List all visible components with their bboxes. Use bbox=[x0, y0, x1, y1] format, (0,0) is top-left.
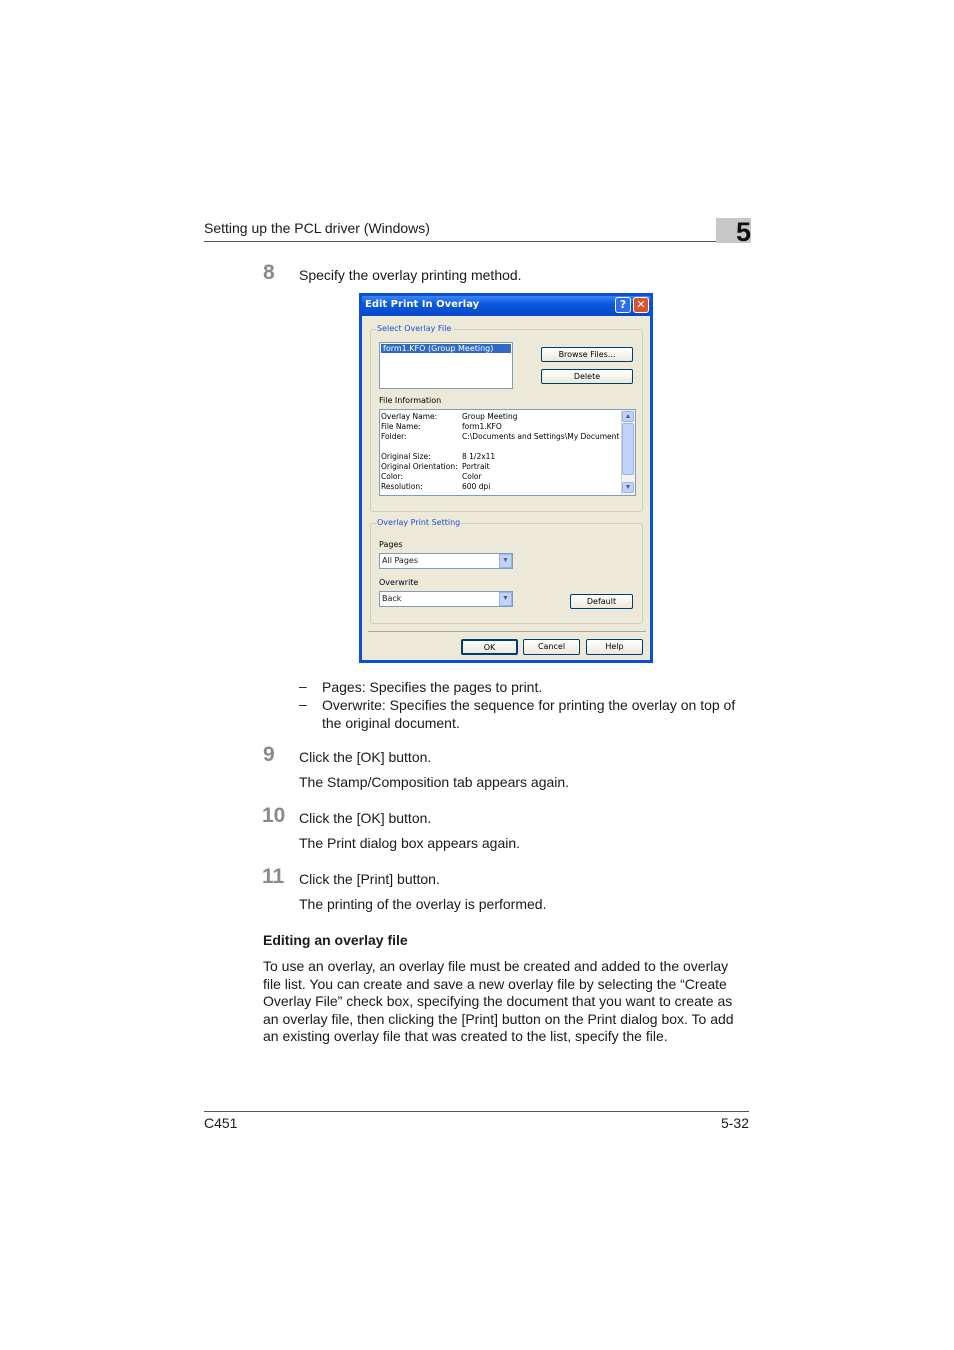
info-value: Portrait bbox=[462, 462, 490, 471]
ok-button[interactable]: OK bbox=[461, 639, 518, 655]
overwrite-label: Overwrite bbox=[379, 578, 419, 587]
bullet-dash: – bbox=[299, 678, 307, 694]
scroll-up-icon[interactable]: ▲ bbox=[622, 411, 634, 422]
dialog-divider bbox=[368, 631, 646, 632]
chevron-down-icon[interactable]: ▼ bbox=[499, 592, 512, 606]
step-number: 10 bbox=[262, 804, 286, 827]
info-key: Original Orientation: bbox=[381, 462, 458, 471]
dialog-title: Edit Print In Overlay bbox=[365, 299, 480, 310]
info-key: Overlay Name: bbox=[381, 412, 438, 421]
header-rule bbox=[204, 241, 716, 242]
paragraph-line: To use an overlay, an overlay file must be created and added to the overlay bbox=[263, 958, 729, 974]
paragraph-line: Overlay File” check box, specifying the document that you want to create as bbox=[263, 993, 733, 1010]
close-icon[interactable]: ✕ bbox=[633, 297, 649, 313]
info-value: form1.KFO bbox=[462, 422, 502, 431]
info-key: File Name: bbox=[381, 422, 421, 431]
info-value: 600 dpi bbox=[462, 482, 491, 491]
select-overlay-group-label: Select Overlay File bbox=[377, 324, 452, 333]
step-text: Click the [Print] button. bbox=[299, 871, 440, 887]
scroll-down-icon[interactable]: ▼ bbox=[622, 482, 634, 493]
overlay-print-setting-label: Overlay Print Setting bbox=[377, 518, 461, 527]
cancel-button[interactable]: Cancel bbox=[523, 639, 580, 655]
footer-page-number: 5-32 bbox=[720, 1115, 749, 1131]
step-number: 8 bbox=[263, 261, 275, 284]
step-result: The Stamp/Composition tab appears again. bbox=[299, 774, 570, 790]
info-value: Group Meeting bbox=[462, 412, 518, 421]
bullet-overwrite-line2: the original document. bbox=[322, 715, 460, 731]
footer-model: C451 bbox=[204, 1115, 238, 1131]
bullet-pages: Pages: Specifies the pages to print. bbox=[322, 679, 543, 695]
step-number: 11 bbox=[262, 865, 285, 888]
paragraph-line: file list. You can create and save a new overlay file by selecting the “Create bbox=[263, 975, 727, 992]
footer-rule bbox=[204, 1111, 749, 1112]
step-number: 9 bbox=[263, 743, 275, 766]
pages-label: Pages bbox=[379, 540, 403, 549]
pages-select[interactable]: All Pages bbox=[379, 553, 513, 569]
file-information-label: File Information bbox=[379, 396, 442, 405]
info-key: Folder: bbox=[381, 432, 407, 441]
info-key: Color: bbox=[381, 472, 403, 481]
running-header: Setting up the PCL driver (Windows) bbox=[204, 220, 430, 236]
info-key: Original Size: bbox=[381, 452, 431, 461]
step-text: Click the [OK] button. bbox=[299, 749, 432, 765]
step-text: Specify the overlay printing method. bbox=[299, 267, 522, 283]
step-result: The printing of the overlay is performed. bbox=[299, 896, 547, 912]
chevron-down-icon[interactable]: ▼ bbox=[499, 554, 512, 568]
chapter-number: 5 bbox=[735, 217, 751, 247]
info-key: Resolution: bbox=[381, 482, 423, 491]
step-result: The Print dialog box appears again. bbox=[299, 835, 521, 851]
default-button[interactable]: Default bbox=[570, 594, 633, 609]
info-value: C:\Documents and Settings\My Document bbox=[462, 432, 620, 441]
browse-files-button[interactable]: Browse Files... bbox=[541, 347, 633, 362]
info-value: Color bbox=[462, 472, 482, 481]
help-button[interactable]: Help bbox=[586, 639, 643, 655]
bullet-overwrite-line1: Overwrite: Specifies the sequence for printing the overlay on top of bbox=[322, 697, 736, 713]
info-value: 8 1/2x11 bbox=[462, 452, 496, 461]
overwrite-select[interactable]: Back bbox=[379, 591, 513, 607]
paragraph-line: an existing overlay file that was created to the list, specify the file. bbox=[263, 1028, 668, 1045]
scroll-thumb[interactable] bbox=[622, 423, 634, 475]
help-icon[interactable]: ? bbox=[615, 297, 631, 313]
step-text: Click the [OK] button. bbox=[299, 810, 432, 826]
overlay-file-item[interactable]: form1.KFO (Group Meeting) bbox=[381, 344, 511, 353]
delete-button[interactable]: Delete bbox=[541, 369, 633, 384]
paragraph-line: an overlay file, then clicking the [Print] button on the Print dialog box. To add bbox=[263, 1010, 734, 1027]
section-paragraph bbox=[263, 958, 753, 1046]
bullet-dash: – bbox=[299, 696, 307, 712]
section-heading: Editing an overlay file bbox=[263, 932, 408, 948]
